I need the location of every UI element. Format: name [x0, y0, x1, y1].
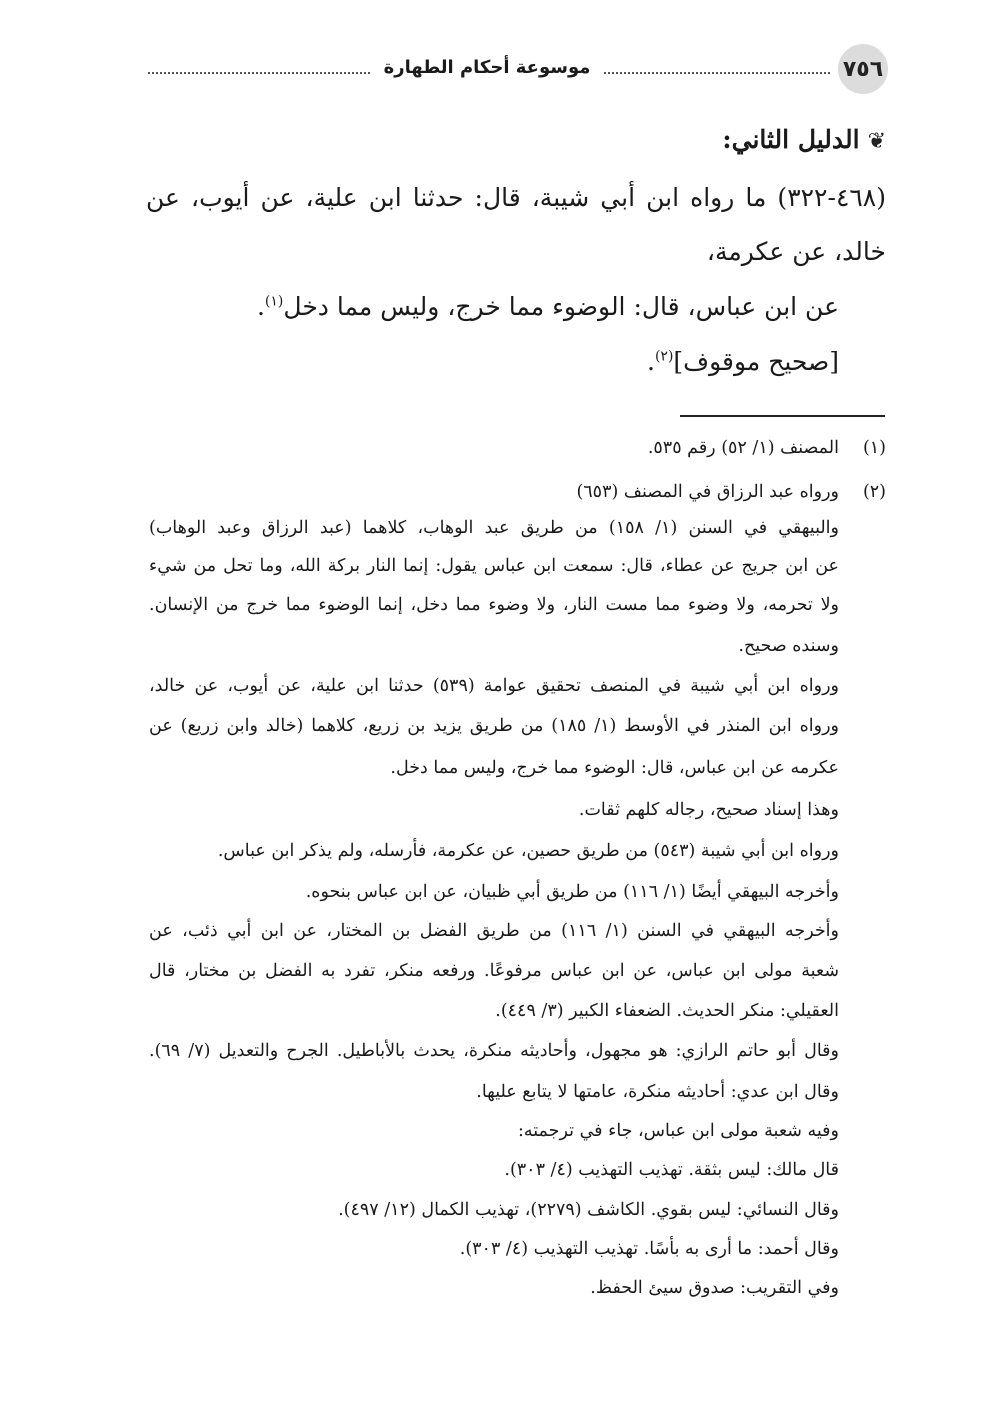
- hadith-line-1: (٤٦٨-٣٢٢) ما رواه ابن أبي شيبة، قال: حدثنا ابن علية، عن أيوب، عن: [146, 183, 886, 212]
- footnote-line: وأخرجه البيهقي في السنن (١/ ١١٦) من طريق الفضل بن المختار، عن ابن أبي ذئب، عن: [149, 921, 839, 941]
- footnote-separator: [680, 415, 885, 417]
- footnote-line: وسنده صحيح.: [738, 636, 839, 656]
- hadith-matn: عن ابن عباس، قال: الوضوء مما خرج، وليس مما دخل: [283, 292, 839, 321]
- footnote-line: وأخرجه البيهقي أيضًا (١/ ١١٦) من طريق أبي ظبيان، عن ابن عباس بنحوه.: [305, 882, 839, 902]
- footnote-line: العقيلي: منكر الحديث. الضعفاء الكبير (٣/ ٤٤٩).: [495, 1001, 839, 1021]
- hadith-line-2: خالد، عن عكرمة،: [706, 237, 886, 266]
- footnote-ref-2[interactable]: (٢): [654, 348, 674, 365]
- page-number-badge: ٧٥٦: [838, 44, 888, 94]
- footnote-line: ولا تحرمه، ولا وضوء مما مست النار، ولا وضوء مما دخل، إنما الوضوء مما خرج من الإنسان.: [149, 595, 839, 615]
- footnote-line: وقال أبو حاتم الرازي: هو مجهول، وأحاديثه منكرة، يحدث بالأباطيل. الجرح والتعديل (٧/ ٦٩).: [149, 1041, 839, 1061]
- footnote-line: وفيه شعبة مولى ابن عباس، جاء في ترجمته:: [518, 1121, 839, 1141]
- running-header-title: موسوعة أحكام الطهارة: [372, 57, 602, 78]
- footnote-line: وفي التقريب: صدوق سيئ الحفظ.: [590, 1278, 839, 1298]
- hadith-line-3-end: .: [256, 292, 265, 321]
- footnote-line: عكرمه عن ابن عباس، قال: الوضوء مما خرج، وليس مما دخل.: [390, 758, 839, 778]
- footnote-line: ورواه ابن أبي شيبة في المنصف تحقيق عوامة (٥٣٩) حدثنا ابن علية، عن أيوب، عن خالد،: [149, 676, 839, 696]
- section-title: الدليل الثاني:: [722, 125, 860, 154]
- footnote-line: شعبة مولى ابن عباس، عن ابن عباس مرفوعًا. ورفعه منكر، تفرد به الفضل بن مختار، قال: [149, 961, 839, 981]
- section-heading: [722, 125, 886, 154]
- footnote-ref-1[interactable]: (١): [264, 293, 284, 310]
- footnote-1-text: المصنف (١/ ٥٢) رقم ٥٣٥.: [647, 438, 839, 458]
- footnote-line: قال مالك: ليس بثقة. تهذيب التهذيب (٤/ ٣٠٣).: [504, 1160, 839, 1180]
- hadith-line-3: [257, 292, 839, 321]
- footnote-line: ورواه ابن المنذر في الأوسط (١/ ١٨٥) من طريق يزيد بن زريع، كلاهما (خالد وابن زريع) عن: [149, 716, 839, 736]
- grade-text: [صحيح موقوف]: [673, 347, 839, 376]
- footnote-2-number: (٢): [862, 482, 886, 502]
- footnote-line: وقال النسائي: ليس بقوي. الكاشف (٢٢٧٩)، تهذيب الكمال (١٢/ ٤٩٧).: [338, 1200, 839, 1220]
- flower-icon: ❦: [867, 129, 886, 154]
- footnote-line: ورواه ابن أبي شيبة (٥٤٣) من طريق حصين، عن عكرمة، فأرسله، ولم يذكر ابن عباس.: [217, 841, 839, 861]
- footnote-line: ورواه عبد الرزاق في المصنف (٦٥٣): [576, 482, 839, 502]
- footnote-line: وهذا إسناد صحيح، رجاله كلهم ثقات.: [578, 800, 839, 820]
- hadith-grade: [647, 347, 839, 376]
- grade-end: .: [646, 347, 655, 376]
- footnote-line: وقال أحمد: ما أرى به بأسًا. تهذيب التهذيب (٤/ ٣٠٣).: [459, 1239, 839, 1259]
- footnote-line: عن ابن جريج عن عطاء، قال: سمعت ابن عباس يقول: إنما النار بركة الله، وما تحل من شيء: [149, 556, 839, 576]
- footnote-line: والبيهقي في السنن (١/ ١٥٨) من طريق عبد الوهاب، كلاهما (عبد الرزاق وعبد الوهاب): [149, 518, 839, 538]
- footnote-1-number: (١): [862, 438, 886, 458]
- footnote-line: وقال ابن عدي: أحاديثه منكرة، عامتها لا يتابع عليها.: [476, 1082, 839, 1102]
